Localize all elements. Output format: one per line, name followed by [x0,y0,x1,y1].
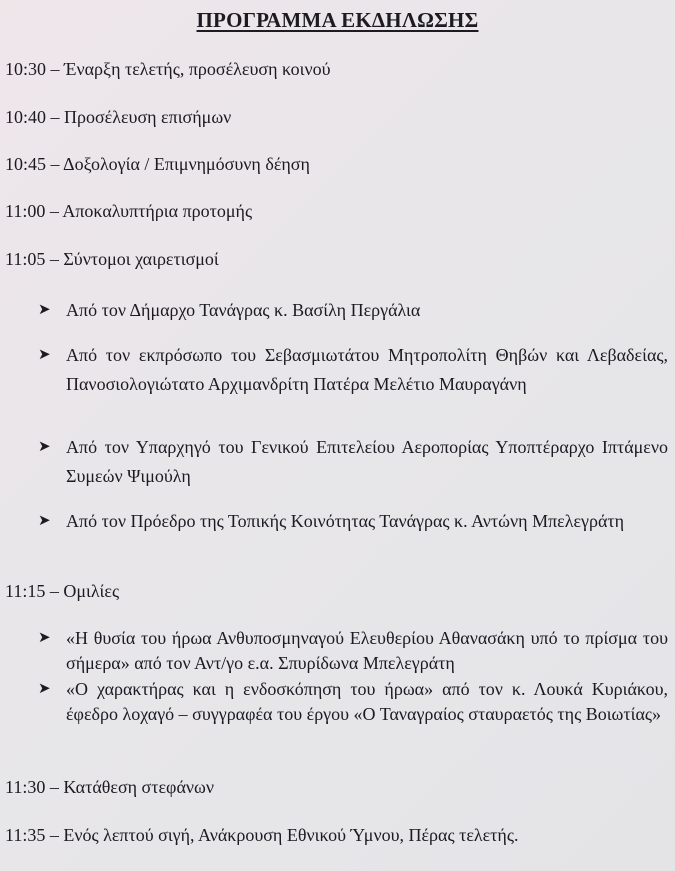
greeting-text: Από τον Δήμαρχο Τανάγρας κ. Βασίλη Περγάλια [66,300,421,320]
arrowhead-bullet-icon: ➤ [38,347,51,363]
greeting-text: Από τον Υπαρχηγό του Γενικού Επιτελείου Αεροπορίας Υποπτέραρχο Ιπτάμενο Συμεών Ψιμούλη [66,437,668,486]
schedule-item: 10:40 – Προσέλευση επισήμων [5,107,232,127]
speech-text: «Ο χαρακτήρας και η ενδοσκόπηση του ήρωα» από τον κ. Λουκά Κυριάκου, έφεδρο λοχαγό – συγγραφέα του έργου «Ο Ταναγραίος σταυραετός της Βοιωτίας» [66,679,668,724]
greeting-item [38,507,668,536]
greeting-text: Από τον εκπρόσωπο του Σεβασμιωτάτου Μητροπολίτη Θηβών και Λεβαδείας, Πανοσιολογιώτατο Αρχιμανδρίτη Πατέρα Μελέτιο Μαυραγάνη [66,345,668,394]
schedule-item: 10:30 – Έναρξη τελετής, προσέλευση κοινού [5,59,331,79]
schedule-item: 11:35 – Ενός λεπτού σιγή, Ανάκρουση Εθνικού Ύμνου, Πέρας τελετής. [5,825,519,845]
greeting-item [38,341,668,399]
speech-text: «Η θυσία του ήρωα Ανθυποσμηναγού Ελευθερίου Αθανασάκη υπό το πρίσμα του σήμερα» από τον Αντ/γο ε.α. Σπυρίδωνα Μπελεγράτη [66,628,668,673]
speech-item [38,677,668,727]
greeting-text: Από τον Πρόεδρο της Τοπικής Κοινότητας Τανάγρας κ. Αντώνη Μπελεγράτη [66,511,625,531]
schedule-item: 11:15 – Ομιλίες [5,581,120,601]
greeting-item [38,433,668,491]
arrowhead-bullet-icon: ➤ [38,513,51,529]
schedule-item: 10:45 – Δοξολογία / Επιμνημόσυνη δέηση [5,154,310,174]
schedule-item: 11:00 – Αποκαλυπτήρια προτομής [5,201,253,221]
page-title: ΠΡΟΓΡΑΜΜΑ ΕΚΔΗΛΩΣΗΣ [196,8,479,32]
greeting-item [38,296,668,324]
arrowhead-bullet-icon: ➤ [38,681,51,697]
arrowhead-bullet-icon: ➤ [38,630,51,646]
speech-item [38,626,668,676]
schedule-item: 11:30 – Κατάθεση στεφάνων [5,777,214,797]
arrowhead-bullet-icon: ➤ [38,302,51,318]
schedule-item: 11:05 – Σύντομοι χαιρετισμοί [5,249,219,269]
arrowhead-bullet-icon: ➤ [38,439,51,455]
